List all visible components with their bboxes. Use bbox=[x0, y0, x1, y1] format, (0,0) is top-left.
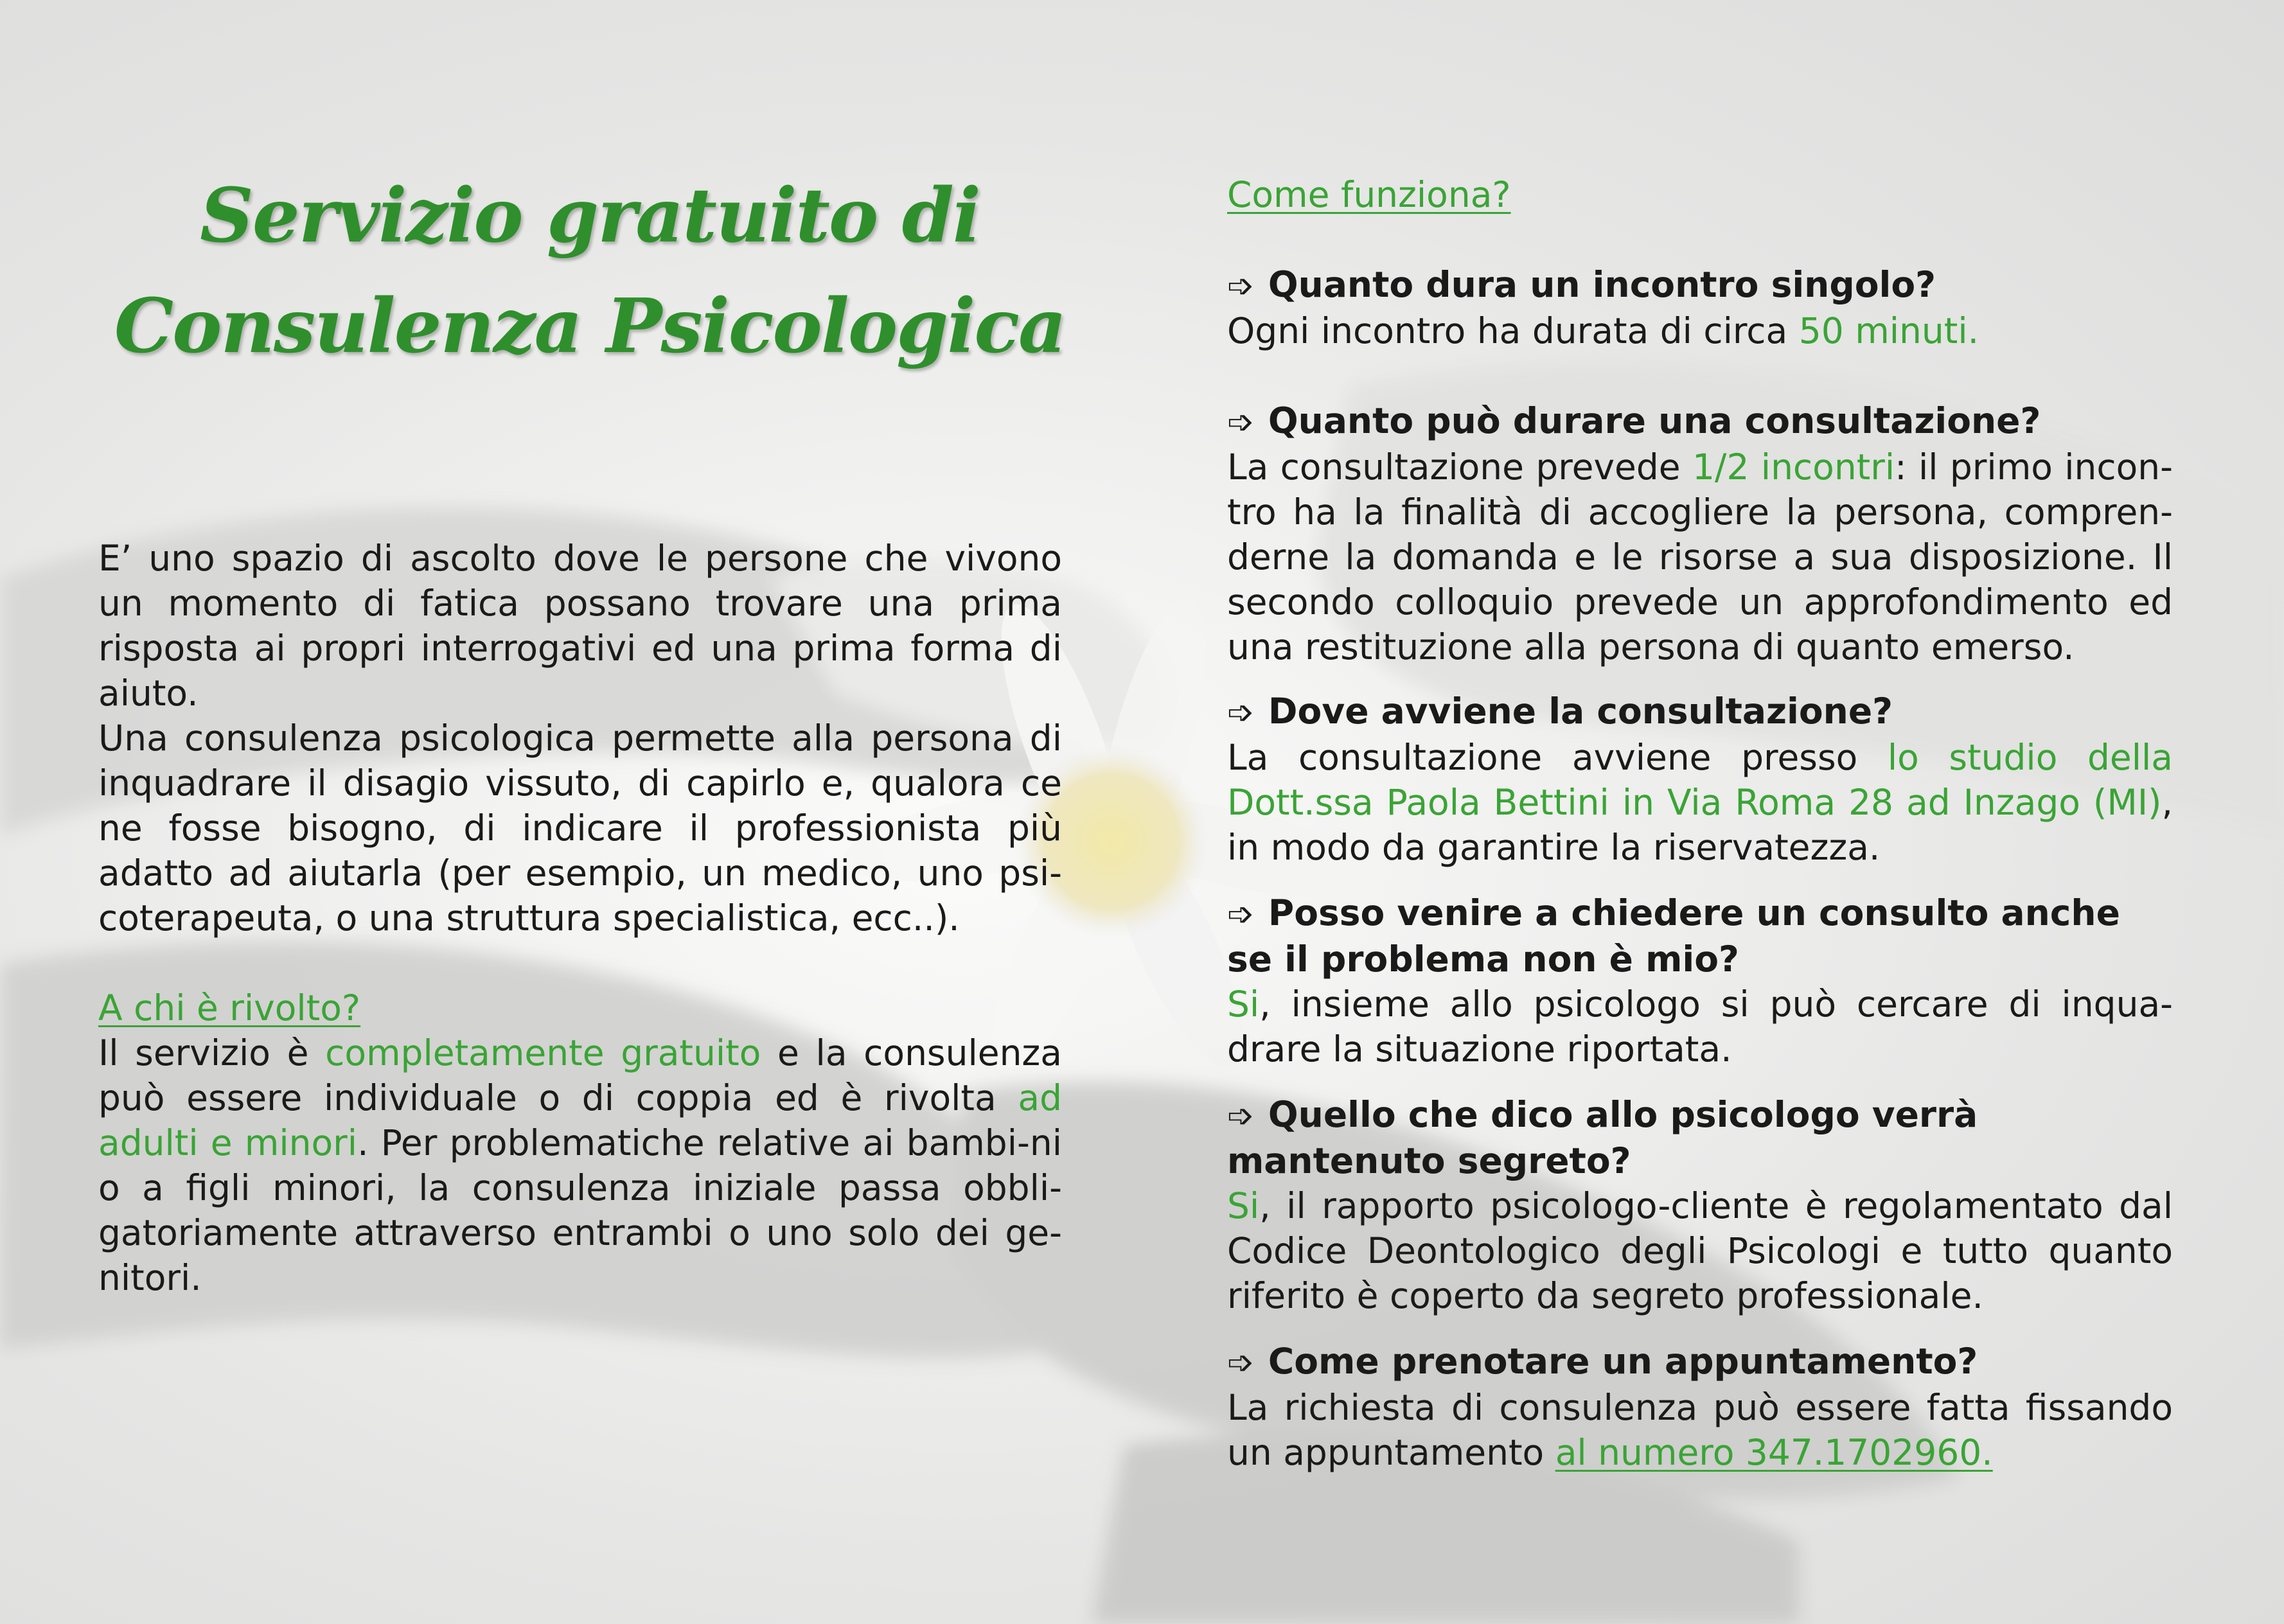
intro-paragraph-1: E’ uno spazio di ascolto dove le persone che vivono un momento di fatica possano trovare una prima risposta ai propri interrogativi ed una prima forma di aiuto. bbox=[98, 538, 1062, 714]
faq-answer-highlight: Si bbox=[1227, 984, 1260, 1025]
target-text-3: . Per problematiche relative ai bambi-ni o a figli minori, la consulenza iniziale passa obbli-gatoriamente attraverso entrambi o uno solo dei ge-nitori. bbox=[98, 1122, 1062, 1298]
faq-question-text: Quello che dico allo psicologo verrà mantenuto segreto? bbox=[1227, 1094, 1978, 1181]
right-arrow-icon: ➩ bbox=[1227, 403, 1254, 441]
faq-answer-text: Ogni incontro ha durata di circa bbox=[1227, 310, 1799, 351]
target-text-2: e la consulenza può essere individuale o di coppia ed è rivolta bbox=[98, 1032, 1062, 1118]
faq-answer bbox=[1227, 982, 2173, 1072]
target-highlight-free: completamente gratuito bbox=[325, 1032, 761, 1073]
faq-question bbox=[1227, 1339, 2173, 1385]
intro-paragraph-2: Una consulenza psicologica permette alla persona di inquadrare il disagio vissuto, di capirlo e, qualora ce ne fosse bisogno, di indicare il professionista più adatto ad aiutarla (per esempio, un medico, uno psi-coterapeuta, o una struttura specialistica, ecc..). bbox=[98, 718, 1062, 939]
faq-answer-text: La richiesta di consulenza può essere fatta fissando un appuntamento bbox=[1227, 1387, 2173, 1473]
right-arrow-icon: ➩ bbox=[1227, 1344, 1254, 1381]
faq-item bbox=[1227, 689, 2173, 870]
faq-item bbox=[1227, 262, 2173, 353]
faq-answer-text-2: : il primo incon-tro ha la finalità di accogliere la persona, compren-derne la domanda e le risorse a sua disposizione. Il secondo colloquio prevede un approfondimento ed una restituzione alla persona di quanto emerso. bbox=[1227, 446, 2173, 667]
faq-item bbox=[1227, 398, 2173, 669]
page-title bbox=[98, 161, 1081, 382]
faq-question bbox=[1227, 890, 2173, 982]
faq-answer-text: La consultazione prevede bbox=[1227, 446, 1692, 488]
faq-item bbox=[1227, 1092, 2173, 1318]
faq-answer bbox=[1227, 1385, 2173, 1475]
faq-answer-highlight: Si bbox=[1227, 1185, 1260, 1226]
faq-question-text: Posso venire a chiedere un consulto anche se il problema non è mio? bbox=[1227, 892, 2120, 980]
faq-question-text: Dove avviene la consultazione? bbox=[1268, 691, 1893, 732]
faq-answer-text: La consultazione avviene presso bbox=[1227, 737, 1888, 778]
faq-question-text: Quanto dura un incontro singolo? bbox=[1268, 264, 1936, 305]
faq-answer bbox=[1227, 735, 2173, 870]
target-text-1: Il servizio è bbox=[98, 1032, 326, 1073]
faq-question-text: Come prenotare un appuntamento? bbox=[1268, 1341, 1978, 1382]
faq-answer-highlight: 1/2 incontri bbox=[1692, 446, 1895, 488]
faq-question bbox=[1227, 689, 2173, 735]
faq-answer-text-2: , in modo da garantire la riservatezza. bbox=[1227, 782, 2173, 868]
faq-item bbox=[1227, 890, 2173, 1072]
right-arrow-icon: ➩ bbox=[1227, 267, 1254, 304]
target-highlight-audience: ad adulti e minori bbox=[98, 1077, 1062, 1163]
right-arrow-icon: ➩ bbox=[1227, 896, 1254, 933]
target-heading: A chi è rivolto? bbox=[98, 987, 361, 1028]
faq-question-text: Quanto può durare una consultazione? bbox=[1268, 400, 2041, 441]
faq-answer-highlight: 50 minuti. bbox=[1798, 310, 1979, 351]
faq-answer-text-2: , insieme allo psicologo si può cercare di inqua-drare la situazione riportata. bbox=[1227, 984, 2173, 1070]
right-column bbox=[1227, 172, 2173, 1475]
left-column bbox=[98, 161, 1066, 1300]
target-paragraph bbox=[98, 1030, 1062, 1300]
faq-question bbox=[1227, 262, 2173, 308]
faq-question bbox=[1227, 398, 2173, 445]
right-arrow-icon: ➩ bbox=[1227, 694, 1254, 731]
right-arrow-icon: ➩ bbox=[1227, 1097, 1254, 1134]
how-heading: Come funziona? bbox=[1227, 174, 1511, 215]
faq-answer-highlight: lo studio della Dott.ssa Paola Bettini in Via Roma 28 ad Inzago (MI) bbox=[1227, 737, 2173, 823]
faq-answer bbox=[1227, 1183, 2173, 1318]
faq-answer bbox=[1227, 445, 2173, 669]
title-line-2: Consulenza Psicologica bbox=[114, 283, 1066, 370]
faq-item bbox=[1227, 1339, 2173, 1475]
faq-answer-text-2: , il rapporto psicologo-cliente è regolamentato dal Codice Deontologico degli Psicologi e tutto quanto riferito è coperto da segreto professionale. bbox=[1227, 1185, 2173, 1316]
faq-answer bbox=[1227, 308, 2173, 353]
title-line-1: Servizio gratuito di bbox=[200, 172, 980, 260]
faq-question bbox=[1227, 1092, 2173, 1183]
phone-number-link[interactable]: al numero 347.1702960. bbox=[1555, 1432, 1993, 1473]
